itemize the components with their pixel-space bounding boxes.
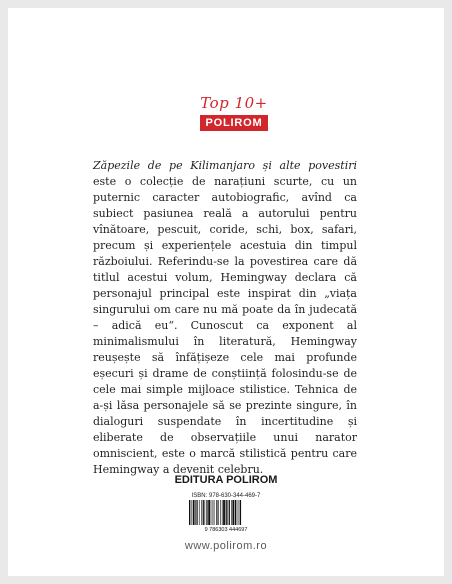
series-logo (200, 94, 268, 131)
barcode-bar (237, 500, 238, 525)
series-name: Top 10+ (200, 94, 268, 112)
barcode-bar (206, 500, 207, 525)
barcode-bar (226, 500, 227, 525)
isbn-label: ISBN: 978-630-344-469-7 (191, 493, 261, 499)
barcode-bar (203, 500, 204, 525)
barcode-bar (227, 500, 228, 525)
barcode-bar (216, 500, 217, 525)
barcode-bar (222, 500, 223, 525)
barcode-bar (229, 500, 230, 525)
barcode-bar (199, 500, 200, 525)
publisher-website[interactable]: www.polirom.ro (184, 540, 268, 552)
barcode-bar (205, 500, 206, 525)
barcode-bar (191, 500, 192, 525)
barcode-bar (195, 500, 196, 525)
barcode-icon (186, 500, 266, 532)
book-title: Zăpezile de pe Kilimanjaro și alte povestiri (93, 159, 357, 172)
barcode-bar (240, 500, 241, 525)
barcode-bar (232, 500, 234, 525)
blurb-text: este o colecție de narațiuni scurte, cu un puternic caracter autobiografic, avînd ca subiect pasiunea reală a autorului pentru vînătoare, pescuit, coride, schi, box, safari, precum și experiențele acestuia din timpul războiului. Referindu-se la povestirea care dă titlul acestui volum, Hemingway declara că personajul principal este inspirat din „viața singurului om care nu mă poate da în judecată – adică eu“. Cunoscut ca exponent al minimalismului în literatură, Hemingway reușește să înfățișeze cele mai profunde eșecuri și drame de conștiință folosindu-se de cele mai simple mijloace stilistice. Tehnica de a-și lăsa personajele să se prezinte singure, în dialoguri suspendate în incertitudine și eliberate de observațiile unui narator omniscient, este o marcă stilistică pentru care Hemingway a devenit celebru. (93, 175, 357, 476)
barcode-bar (218, 500, 219, 525)
barcode-bar (214, 500, 215, 525)
barcode (186, 492, 266, 532)
barcode-bar (231, 500, 232, 525)
barcode-bar (239, 500, 240, 525)
barcode-bar (235, 500, 236, 525)
back-cover (8, 8, 444, 576)
barcode-bar (220, 500, 221, 525)
barcode-bar (213, 500, 214, 525)
publisher-badge: POLIROM (200, 115, 268, 131)
publisher-name: EDITURA POLIROM (174, 474, 278, 486)
barcode-digits: 9 786303 444697 (204, 527, 248, 532)
barcode-bar (193, 500, 195, 525)
barcode-bar (189, 500, 190, 525)
barcode-bar (208, 500, 210, 525)
barcode-bar (211, 500, 212, 525)
barcode-bar (223, 500, 225, 525)
barcode-bar (196, 500, 197, 525)
blurb-paragraph (93, 158, 357, 478)
barcode-bar (201, 500, 202, 525)
